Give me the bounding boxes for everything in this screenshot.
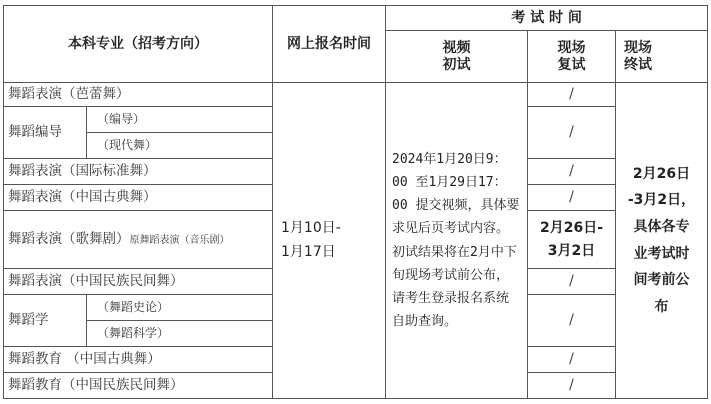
sub-choreography: （编导） bbox=[87, 107, 273, 133]
header-video-initial: 视频 初试 bbox=[386, 31, 528, 83]
sub-dance-science: （舞蹈科学） bbox=[87, 321, 273, 347]
major-musical-theatre bbox=[4, 211, 273, 269]
major-musical-theatre-note: 原舞蹈表演（音乐剧） bbox=[129, 235, 230, 247]
retest-musical-theatre: 2月26日- 3月2日 bbox=[528, 211, 616, 269]
sub-modern-dance: （现代舞） bbox=[87, 133, 273, 159]
major-edu-folk: 舞蹈教育（中国民族民间舞） bbox=[4, 373, 273, 399]
major-dance-studies: 舞蹈学 bbox=[4, 295, 87, 347]
retest-ballet: / bbox=[528, 83, 616, 107]
retest-ballroom: / bbox=[528, 159, 616, 185]
retest-edu-classical: / bbox=[528, 347, 616, 373]
registration-time: 1月10日- 1月17日 bbox=[273, 83, 386, 399]
major-choreography: 舞蹈编导 bbox=[4, 107, 87, 159]
major-classical-dance: 舞蹈表演（中国古典舞） bbox=[4, 185, 273, 211]
video-initial-details: 2024年1月20日9：00 至1月29日17：00 提交视频，具体要求见后页考试内容。初试结果将在2月中下旬现场考试前公布，请考生登录报名系统自助查询。 bbox=[386, 83, 528, 399]
retest-edu-folk: / bbox=[528, 373, 616, 399]
header-online-registration: 网上报名时间 bbox=[273, 6, 386, 83]
header-exam-time: 考 试 时 间 bbox=[386, 6, 708, 31]
retest-choreography: / bbox=[528, 107, 616, 159]
header-major: 本科专业（招考方向） bbox=[4, 6, 273, 83]
sub-dance-history: （舞蹈史论） bbox=[87, 295, 273, 321]
retest-folk-dance: / bbox=[528, 269, 616, 295]
retest-dance-studies: / bbox=[528, 295, 616, 347]
retest-classical-dance: / bbox=[528, 185, 616, 211]
major-ballet: 舞蹈表演（芭蕾舞） bbox=[4, 83, 273, 107]
exam-schedule-table bbox=[3, 5, 708, 399]
major-ballroom: 舞蹈表演（国际标准舞） bbox=[4, 159, 273, 185]
header-onsite-retest: 现场 复试 bbox=[528, 31, 616, 83]
major-folk-dance: 舞蹈表演（中国民族民间舞） bbox=[4, 269, 273, 295]
final-exam-details: 2月26日 -3月2日， 具体各专 业考试时 间考前公 布 bbox=[616, 83, 708, 399]
major-edu-classical: 舞蹈教育 （中国古典舞） bbox=[4, 347, 273, 373]
header-onsite-final: 现场 终试 bbox=[616, 31, 708, 83]
major-musical-theatre-label: 舞蹈表演（歌舞剧） bbox=[8, 231, 130, 248]
